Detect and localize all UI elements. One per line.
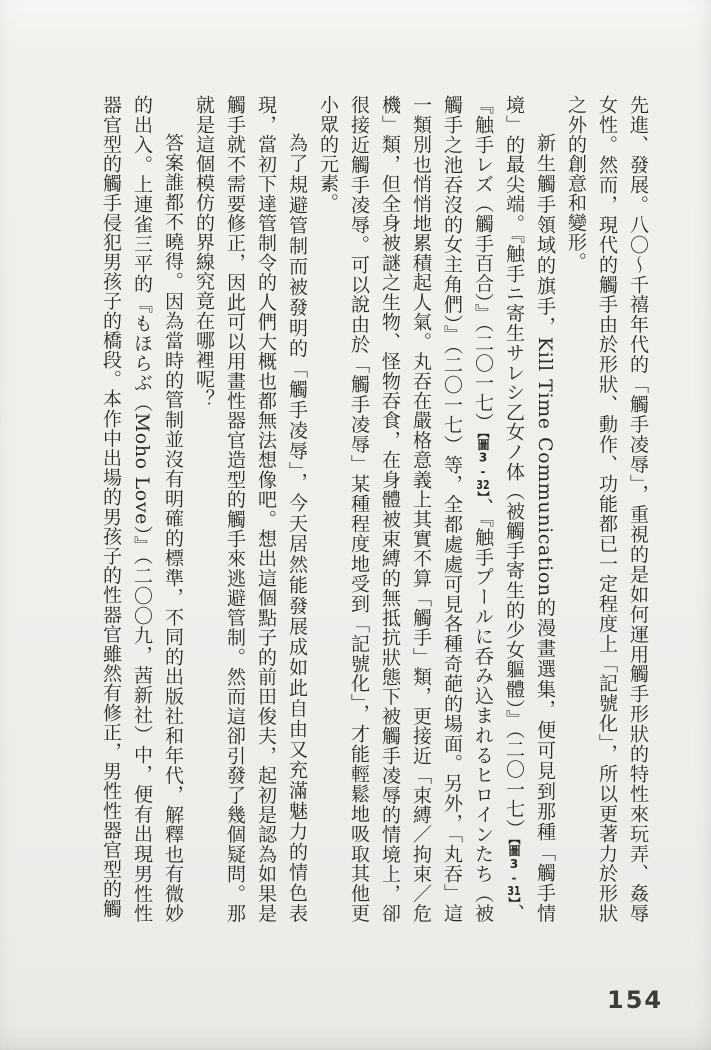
page-number: 154	[607, 986, 664, 1014]
figure-reference: 】	[476, 491, 490, 498]
paragraph	[188, 95, 312, 923]
figure-reference: 【圖3-	[476, 432, 490, 479]
paragraph-text: 、『触手レズ（觸手百合）』（二〇一七）	[472, 95, 525, 923]
figure-reference: 32	[476, 478, 490, 491]
paragraph-text: 先進、發展。八〇～千禧年代的「觸手凌辱」，重視的是如何運用觸手形狀的特性來玩弄、姦辱女性。然而，現代的觸手由於形狀、動作、功能都已一定程度上「記號化」，所以更著力於形狀之外的創意和變形。	[565, 95, 649, 923]
figure-reference: 【圖3-	[507, 838, 521, 885]
paragraph-text: 、『触手プールに呑み込まれるヒロインたち（被觸手之池吞沒的女主角們）』（二〇一七）等，全都處處可見各種奇葩的場面。另外，「丸吞」這一類別也悄悄地累積起人氣。丸吞在嚴格意義上其實不算「觸手」類，更接近「束縛／拘束／危機」類，但全身被謎之生物、怪物吞食，在身體被束縛的無抵抗狀態下被觸手凌辱的情境上，卻很接近觸手凌辱。可以說由於「觸手凌辱」某種程度地受到「記號化」，才能輕鬆地吸取其他更小眾的元素。	[317, 95, 494, 923]
paragraph-text: 答案誰都不曉得。因為當時的管制並沒有明確的標準，不同的出版社和年代，解釋也有微妙的出入。上連雀三平的『もほらぶ（Moho Love）』（二〇〇九，茜新社）中，便有出現男性性器官型的觸手侵犯男孩子的橋段。本作中出場的男孩子的性器官雖然有修正，男性性器官型的觸	[100, 95, 184, 923]
figure-reference: 】	[507, 897, 521, 904]
paragraph	[560, 95, 653, 923]
paragraph-text: 新生觸手領域的旗手，Kill Time Communication的漫畫選集，便可見到那種「觸手情境」的最尖端。『触手ニ寄生サレシ乙女ノ体（被觸手寄生的少女軀體）』（二〇一七）	[503, 95, 556, 923]
body-text	[95, 95, 653, 923]
paragraph	[312, 95, 560, 923]
figure-reference: 31	[507, 885, 521, 897]
paragraph-text: 為了規避管制而被發明的「觸手凌辱」，今天居然能發展成如此自由又充滿魅力的情色表現，當初下達管制令的人們大概也都無法想像吧。想出這個點子的前田俊夫，起初是認為如果是觸手就不需要修正，因此可以用畫性器官造型的觸手來逃避管制。然而這卻引發了幾個疑問。那就是這個模仿的界線究竟在哪裡呢？	[193, 95, 308, 923]
paragraph	[95, 95, 188, 923]
